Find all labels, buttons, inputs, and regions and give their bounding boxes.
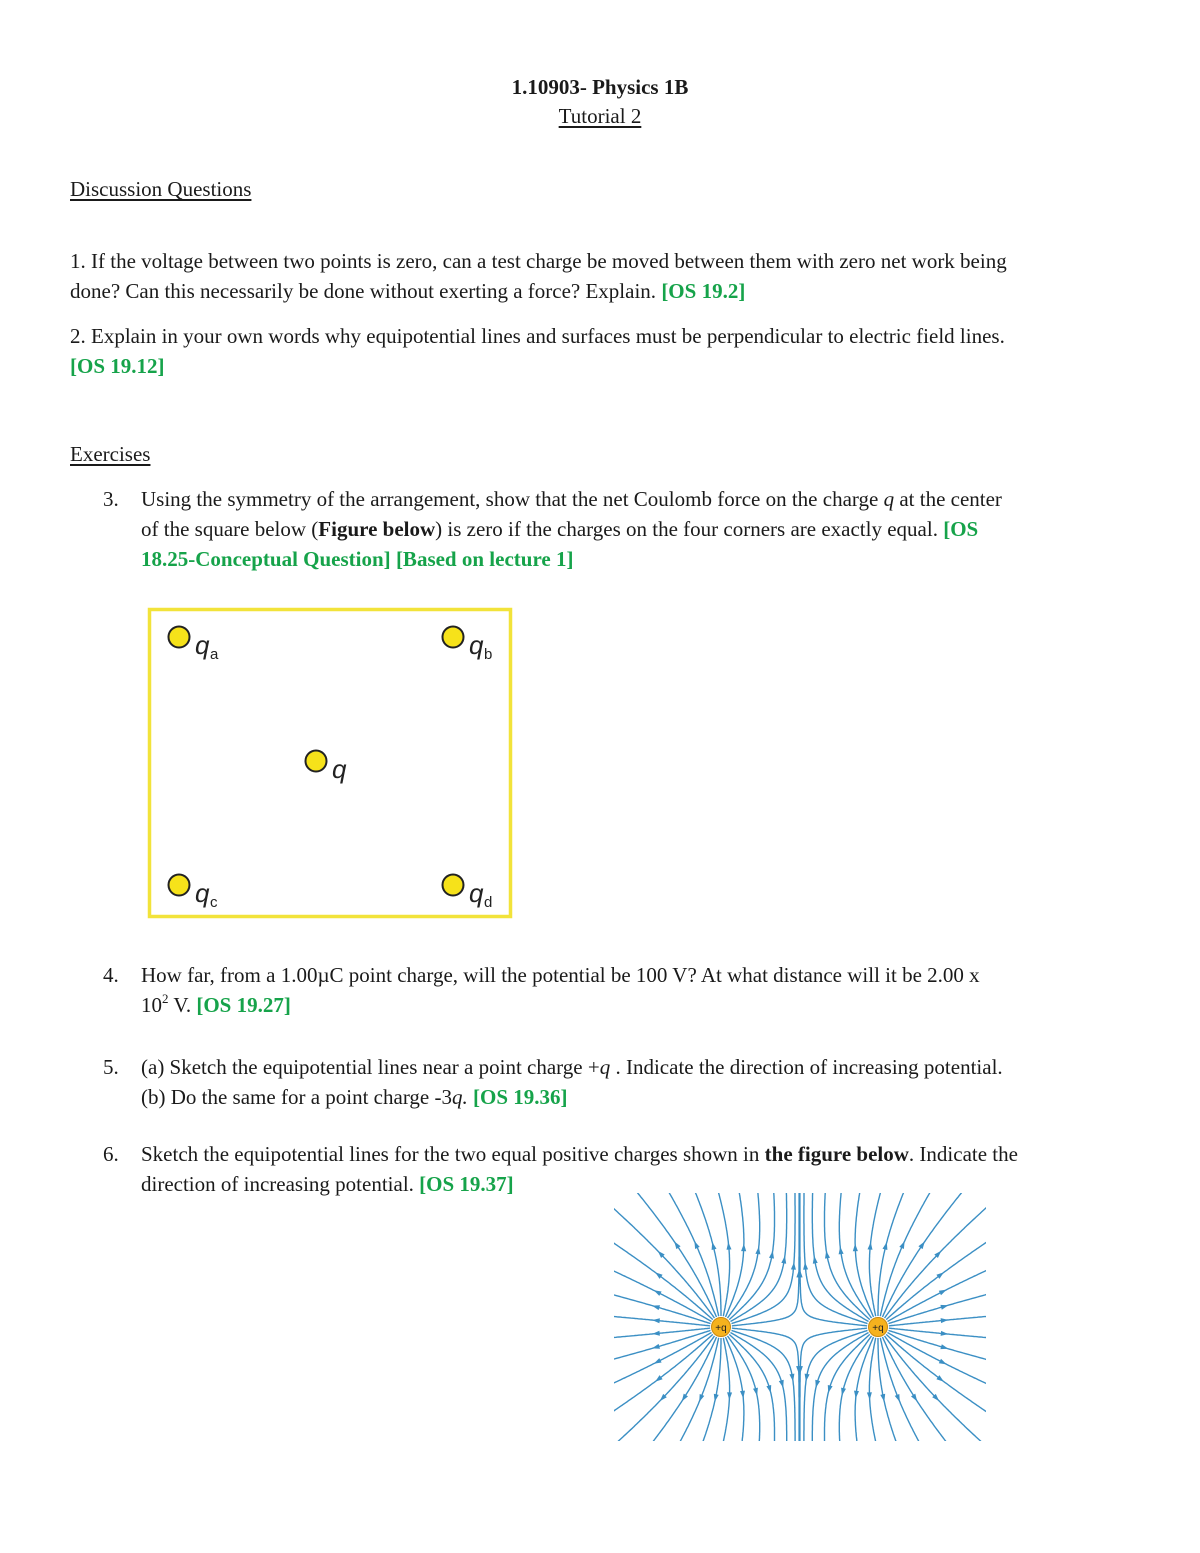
- field-line: [726, 1337, 744, 1441]
- field-arrow: [781, 1256, 786, 1264]
- field-line: [825, 1193, 870, 1320]
- field-arrow: [839, 1247, 844, 1255]
- field-arrow: [939, 1359, 947, 1365]
- reference-tag: [OS 19.37]: [419, 1172, 514, 1196]
- svg-text:q: q: [332, 754, 347, 784]
- field-line: [885, 1206, 987, 1318]
- field-line: [636, 1193, 717, 1317]
- field-line: [869, 1193, 881, 1316]
- svg-text:d: d: [484, 894, 493, 911]
- question-4: 4. How far, from a 1.00µC point charge, will the potential be 100 V? At what distance will it be 2.00 x $10^2$ V. [OS 19.27]: [103, 960, 1143, 1022]
- field-line: [889, 1328, 986, 1338]
- field-arrow: [779, 1380, 784, 1388]
- item-number: 5.: [103, 1055, 119, 1079]
- field-arrow: [825, 1251, 830, 1259]
- reference-tag: [OS 19.2]: [661, 279, 746, 303]
- reference-tag: [OS: [943, 517, 979, 541]
- svg-text:q: q: [469, 630, 484, 660]
- field-arrow: [895, 1394, 900, 1402]
- field-line: [723, 1338, 730, 1441]
- field-arrow: [652, 1344, 660, 1349]
- question-5: 5. (a) Sketch the equipotential lines near a point charge +q . Indicate the direction of increasing potential. (b) Do the same for a point charge -3q. [OS 19.36]: [103, 1052, 1143, 1114]
- field-line: [889, 1316, 986, 1326]
- charge-square-figure: [147, 607, 515, 921]
- field-arrow: [789, 1374, 794, 1382]
- exercises-heading: Exercises: [70, 442, 151, 466]
- reference-tag: [OS 19.27]: [196, 993, 291, 1017]
- tutorial-title: Tutorial 2: [558, 104, 642, 128]
- field-arrow: [712, 1242, 717, 1250]
- field-arrow: [654, 1290, 662, 1296]
- charge-right: [869, 1318, 888, 1337]
- svg-text:b: b: [484, 646, 493, 663]
- field-arrow: [828, 1385, 833, 1393]
- field-arrow: [918, 1241, 924, 1249]
- field-line: [668, 1193, 719, 1316]
- field-line: [880, 1193, 931, 1316]
- question-1: 1. If the voltage between two points is zero, can a test charge be moved between them with zero net work being done? Can this necessarily be done without exerting a force? Explain. [OS 19.2]: [70, 249, 1007, 303]
- field-line: [679, 1338, 719, 1441]
- field-arrow: [753, 1388, 758, 1396]
- field-line: [718, 1193, 730, 1316]
- question-2: 2. Explain in your own words why equipotential lines and surfaces must be perpendicular to electric field lines. [OS 19.12]: [70, 321, 1140, 381]
- field-line: [855, 1337, 873, 1441]
- svg-text:+q: +q: [715, 1323, 727, 1334]
- field-arrow: [853, 1244, 858, 1252]
- field-arrow: [899, 1241, 904, 1249]
- field-arrow: [813, 1256, 818, 1264]
- reference-tag: [Based on lecture 1]: [395, 547, 574, 571]
- field-arrow: [769, 1251, 774, 1259]
- field-arrow: [883, 1242, 888, 1250]
- svg-text:c: c: [210, 894, 218, 911]
- field-lines: [614, 1193, 986, 1441]
- field-arrow: [694, 1241, 699, 1249]
- field-lines-figure: [614, 1193, 986, 1441]
- field-arrow: [940, 1305, 948, 1310]
- field-line: [883, 1337, 948, 1441]
- svg-text:q: q: [469, 878, 484, 908]
- field-line: [889, 1330, 987, 1360]
- course-title: 1.10903- Physics 1B: [511, 75, 689, 99]
- field-line: [889, 1294, 987, 1324]
- item-number: 3.: [103, 487, 119, 511]
- field-line: [804, 1193, 868, 1324]
- field-arrow: [755, 1247, 760, 1255]
- field-line: [614, 1328, 710, 1338]
- field-line: [614, 1207, 715, 1318]
- item-number: 4.: [103, 963, 119, 987]
- svg-text:q: q: [195, 878, 210, 908]
- field-line: [869, 1338, 876, 1441]
- field-line: [652, 1337, 717, 1441]
- item-number: 6.: [103, 1142, 119, 1166]
- field-line: [732, 1193, 796, 1324]
- svg-text:a: a: [210, 646, 219, 663]
- field-line: [702, 1338, 721, 1441]
- field-arrow: [805, 1374, 810, 1382]
- field-line: [812, 1333, 868, 1442]
- reference-tag: [OS 19.12]: [70, 354, 165, 378]
- field-arrow: [727, 1392, 732, 1400]
- charge-left: [712, 1318, 731, 1337]
- question-6: 6. Sketch the equipotential lines for the two equal positive charges shown in the figure below. Indicate the direction of increasing potential. [OS 19.37]: [103, 1139, 1143, 1201]
- field-arrow: [911, 1394, 917, 1402]
- field-arrow: [841, 1388, 846, 1396]
- field-arrow: [652, 1305, 660, 1310]
- field-line: [614, 1316, 710, 1326]
- field-arrow: [654, 1358, 662, 1364]
- svg-text:q: q: [195, 630, 210, 660]
- field-line: [883, 1193, 964, 1317]
- field-arrow: [766, 1385, 771, 1393]
- field-arrow: [867, 1392, 872, 1400]
- svg-text:+q: +q: [872, 1323, 884, 1334]
- field-arrow: [682, 1394, 688, 1402]
- question-3: 3. Using the symmetry of the arrangement, show that the net Coulomb force on the charge q at the center of the square below (Figure below) is zero if the charges on the four corners are exactly equal. [OS 18.25-Conceptual Question] [Based on lecture 1]: [103, 484, 1143, 576]
- reference-tag: [OS 19.36]: [473, 1085, 568, 1109]
- field-line: [731, 1333, 787, 1442]
- field-arrow: [815, 1380, 820, 1388]
- field-line: [880, 1338, 920, 1441]
- field-arrow: [940, 1344, 948, 1349]
- field-line: [614, 1294, 711, 1323]
- field-line: [878, 1338, 897, 1441]
- field-line: [614, 1330, 711, 1359]
- field-arrow: [939, 1290, 947, 1296]
- field-arrow: [674, 1241, 680, 1249]
- field-arrow: [699, 1394, 704, 1402]
- field-arrow: [741, 1244, 746, 1252]
- field-line: [729, 1193, 774, 1320]
- discussion-heading: Discussion Questions: [70, 177, 252, 201]
